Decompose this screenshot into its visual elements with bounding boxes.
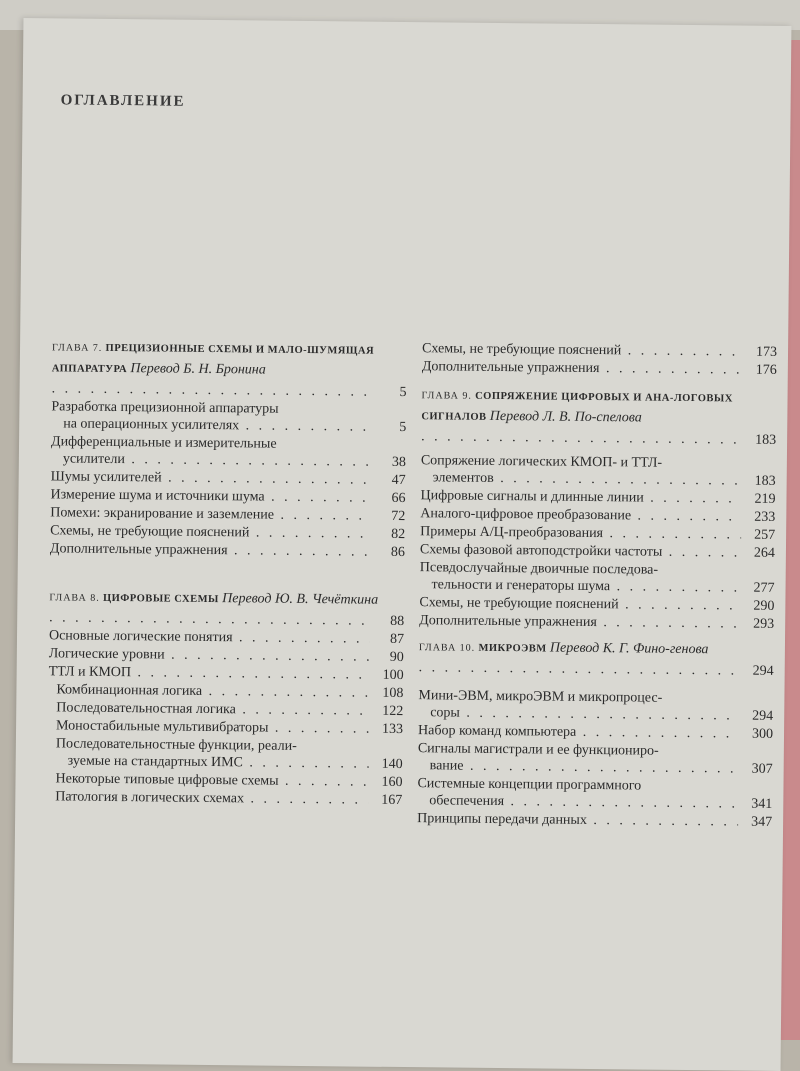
toc-entry-line: Разработка прецизионной аппаратуры bbox=[51, 399, 279, 417]
toc-entry: Дополнительные упражнения . . . 176 bbox=[422, 358, 777, 379]
toc-entry: ТТЛ и КМОП . . . 100 bbox=[49, 663, 404, 684]
chapter-page: 294 bbox=[752, 663, 774, 679]
chapter-8-header bbox=[49, 586, 404, 611]
toc-entry: Комбинационная логика . . . 108 bbox=[48, 681, 403, 702]
toc-entry: элементов . . . 183 bbox=[421, 469, 776, 490]
toc-entry: Основные логические понятия . . . 87 bbox=[49, 627, 404, 648]
toc-entry: обеспечения . . . 341 bbox=[417, 792, 772, 813]
toc-entry: Схемы, не требующие пояснений . . . 82 bbox=[50, 522, 405, 543]
toc-entry: Схемы, не требующие пояснений . . . 173 bbox=[422, 340, 777, 361]
toc-entry: Схемы фазовой автоподстройки частоты . . . 264 bbox=[420, 541, 775, 562]
toc-entry: Шумы усилителей . . . 47 bbox=[51, 468, 406, 489]
toc-entry: тельности и генераторы шума . . . 277 bbox=[419, 576, 774, 597]
page-title: ОГЛАВЛЕНИЕ bbox=[60, 92, 186, 110]
chapter-translator: Перевод Ю. В. Чечёткина bbox=[222, 591, 379, 608]
chapter-label: ГЛАВА 8. bbox=[49, 592, 100, 604]
chapter-title: СОПРЯЖЕНИЕ ЦИФРОВЫХ И АНА-ЛОГОВЫХ СИГНАЛОВ bbox=[421, 390, 733, 423]
chapter-label: ГЛАВА 10. bbox=[418, 642, 476, 654]
toc-entry-line: Дифференциальные и измерительные bbox=[50, 434, 277, 452]
toc-entry: Измерение шума и источники шума . . . 66 bbox=[50, 486, 405, 507]
toc-entry: Примеры А/Ц-преобразования . . . 257 bbox=[420, 523, 775, 544]
chapter-title: МИКРОЭВМ bbox=[478, 642, 547, 655]
toc-entry: на операционных усилителях . . . 5 bbox=[51, 415, 406, 436]
toc-entry: зуемые на стандартных ИМС . . . 140 bbox=[48, 752, 403, 773]
book-page bbox=[13, 18, 792, 1071]
toc-entry: соры . . . 294 bbox=[418, 704, 773, 725]
toc-entry-line: Сигналы магистрали и ее функциониро- bbox=[417, 741, 659, 759]
toc-entry: Некоторые типовые цифровые схемы . . . 160 bbox=[47, 770, 402, 791]
toc-entry: Помехи: экранирование и заземление . . . 72 bbox=[50, 504, 405, 525]
left-column bbox=[47, 336, 407, 810]
toc-entry: Патология в логических схемах . . . 167 bbox=[47, 788, 402, 809]
chapter-9-header bbox=[421, 384, 776, 430]
toc-entry-line: Последовательностные функции, реали- bbox=[55, 736, 297, 754]
toc-entry: Схемы, не требующие пояснений . . . 290 bbox=[419, 594, 774, 615]
chapter-page: 88 bbox=[390, 613, 405, 630]
toc-entry: Цифровые сигналы и длинные линии . . . 219 bbox=[420, 487, 775, 508]
toc-entry-line: Сопряжение логических КМОП- и ТТЛ- bbox=[420, 453, 663, 471]
chapter-10-header bbox=[419, 636, 774, 661]
toc-entry-line: Мини-ЭВМ, микроЭВМ и микропроцес- bbox=[418, 688, 663, 706]
chapter-label: ГЛАВА 9. bbox=[421, 390, 472, 402]
toc-entry-line: Системные концепции программного bbox=[417, 776, 642, 794]
toc-entry: вание . . . 307 bbox=[418, 757, 773, 778]
chapter-label: ГЛАВА 7. bbox=[51, 342, 103, 354]
toc-entry: Дополнительные упражнения . . . 86 bbox=[50, 540, 405, 561]
toc-entry: Принципы передачи данных . . . 347 bbox=[417, 810, 772, 831]
chapter-translator: Перевод Л. В. По-спелова bbox=[489, 408, 642, 426]
chapter-title: ПРЕЦИЗИОННЫЕ СХЕМЫ И МАЛО-ШУМЯЩАЯ АППАРАТУРА bbox=[51, 342, 375, 376]
chapter-7-header bbox=[52, 336, 407, 382]
toc-entry: Логические уровни . . . 90 bbox=[49, 645, 404, 666]
toc-entry-line: Псевдослучайные двоичные последова- bbox=[419, 560, 659, 578]
toc-entry: Последовательностная логика . . . 122 bbox=[48, 699, 403, 720]
right-column bbox=[417, 340, 777, 832]
chapter-page: 183 bbox=[755, 432, 777, 448]
toc-entry: Набор команд компьютера . . . 300 bbox=[418, 722, 773, 743]
chapter-translator: Перевод К. Г. Фино-генова bbox=[549, 640, 709, 658]
toc-entry: усилители . . . 38 bbox=[51, 450, 406, 471]
toc-entry: Аналого-цифровое преобразование . . . 233 bbox=[420, 505, 775, 526]
chapter-page: 5 bbox=[399, 384, 407, 401]
toc-entry: Моностабильные мультивибраторы . . . 133 bbox=[48, 717, 403, 738]
toc-entry: Дополнительные упражнения . . . 293 bbox=[419, 612, 774, 633]
chapter-title: ЦИФРОВЫЕ СХЕМЫ bbox=[102, 592, 219, 606]
chapter-translator: Перевод Б. Н. Бронина bbox=[130, 361, 266, 378]
